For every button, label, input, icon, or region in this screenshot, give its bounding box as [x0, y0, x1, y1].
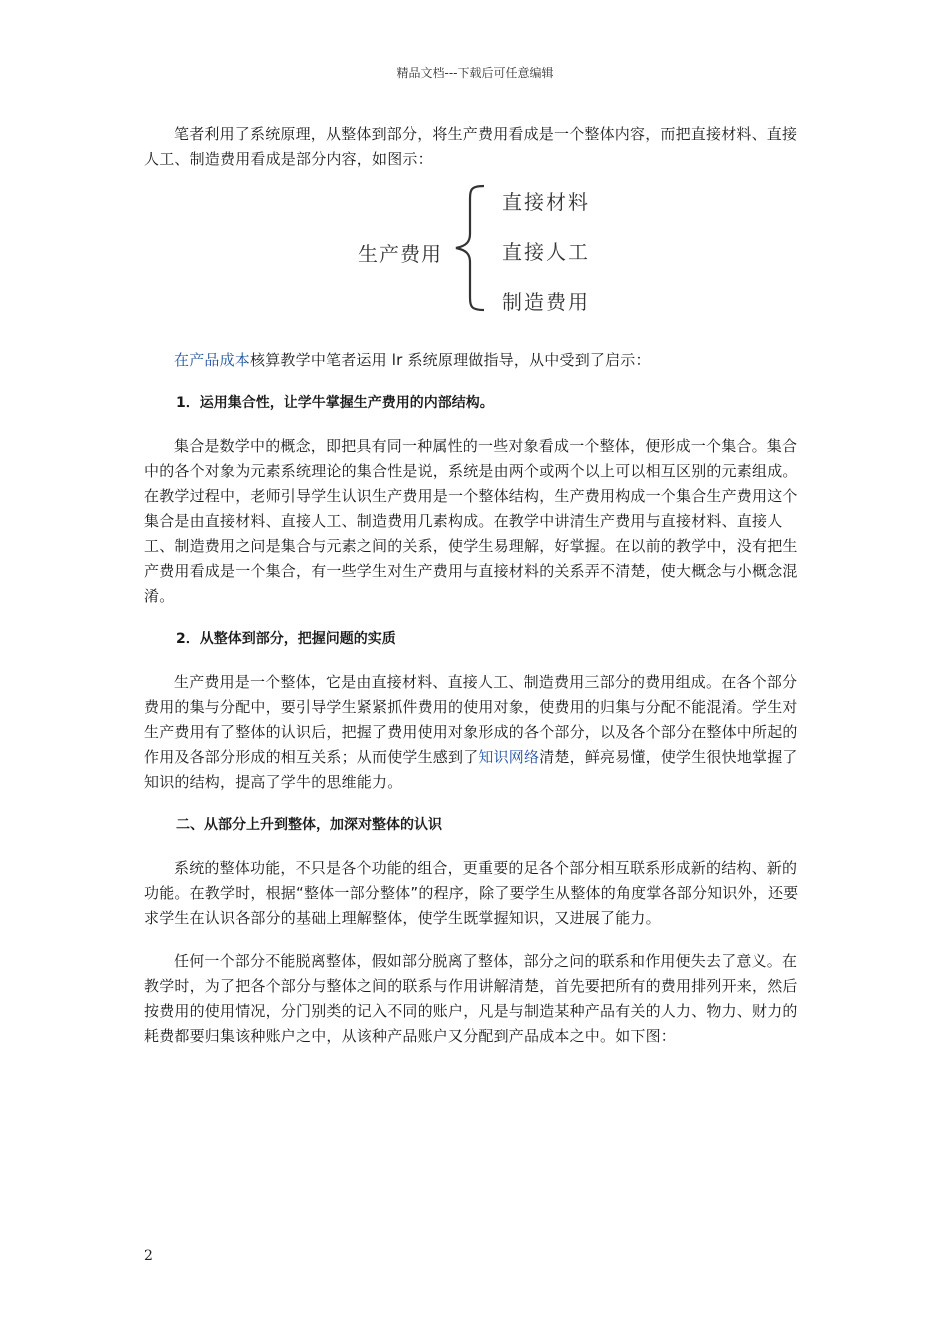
cost-structure-diagram [144, 182, 806, 330]
brace-icon [450, 182, 490, 312]
link-knowledge-network[interactable]: 知识网络 [478, 748, 540, 766]
diagram-part-direct-labor: 直接人工 [502, 240, 590, 264]
heading-3: 二、从部分上升到整体，加深对整体的认识 [176, 817, 442, 833]
paragraph-whole-to-part [144, 670, 806, 795]
paragraph-part-and-whole: 任何一个部分不能脱离整体，假如部分脱离了整体，部分之问的联系和作用便失去了意义。在教学时，为了把各个部分与整体之间的联系与作用讲解清楚，首先要把所有的费用排列开来，然后按费用的使用情况，分门别类的记入不同的账户，凡是与制造某种产品有关的人力、物力、财力的耗费都要归集该种账户之中，从该种产品账户又分配到产品成本之中。如下图： [144, 952, 798, 1045]
diagram-part-direct-materials: 直接材料 [502, 190, 590, 214]
paragraph-enlightenment [144, 348, 806, 373]
heading-1: 1．运用集合性，让学牛掌握生产费用的内部结构。 [176, 395, 494, 411]
paragraph-whole-to-part-text-b: 清楚，鲜亮易懂，使学生很快地掌握了知识的结构，提高了学牛的思维能力。 [144, 748, 798, 791]
document-body [144, 122, 806, 1049]
page-header: 精品文档---下载后可任意编辑 [396, 66, 554, 80]
diagram-whole-label: 生产费用 [358, 242, 442, 266]
heading-2: 2．从整体到部分，把握问题的实质 [176, 631, 396, 647]
link-product-cost[interactable]: 在产品成本 [174, 351, 251, 369]
diagram-part-manufacturing-overhead: 制造费用 [502, 290, 590, 314]
paragraph-set-concept: 集合是数学中的概念，即把具有同一种属性的一些对象看成一个整体，便形成一个集合。集合中的各个对象为元素系统理论的集合性是说，系统是由两个或两个以上可以相互区别的元素组成。在教学过程中，老师引导学生认识生产费用是一个整体结构，生产费用构成一个集合生产费用这个集合是由直接材料、直接人工、制造费用几素构成。在教学中讲清生产费用与直接材料、直接人工、制造费用之问是集合与元素之间的关系，使学生易理解，好掌握。在以前的教学中，没有把生产费用看成是一个集合，有一些学生对生产费用与直接材料的关系弄不清楚，使大概念与小概念混淆。 [144, 437, 798, 605]
paragraph-system-function: 系统的整体功能，不只是各个功能的组合，更重要的足各个部分相互联系形成新的结构、新的功能。在教学时，根据“整体一部分整体”的程序，除了要学生从整体的角度掌各部分知识外，还要求学生在认识各部分的基础上理解整体，使学生既掌握知识，又进展了能力。 [144, 859, 799, 927]
paragraph-enlightenment-text: 核算教学中笔者运用 lr 系统原理做指导，从中受到了启示： [250, 351, 651, 369]
page-number: 2 [144, 1248, 153, 1264]
intro-paragraph: 笔者利用了系统原理，从整体到部分，将生产费用看成是一个整体内容，而把直接材料、直接人工、制造费用看成是部分内容，如图示： [144, 125, 798, 168]
paragraph-whole-to-part-text-a: 生产费用是一个整体，它是由直接材料、直接人工、制造费用三部分的费用组成。在各个部分费用的集与分配中，要引导学生紧紧抓件费用的使用对象，使费用的归集与分配不能混淆。学生对生产费用有了整体的认识后，把握了费用使用对象形成的各个部分，以及各个部分在整体中所起的作用及各部分形成的相互关系；从而使学生感到了 [144, 673, 798, 766]
